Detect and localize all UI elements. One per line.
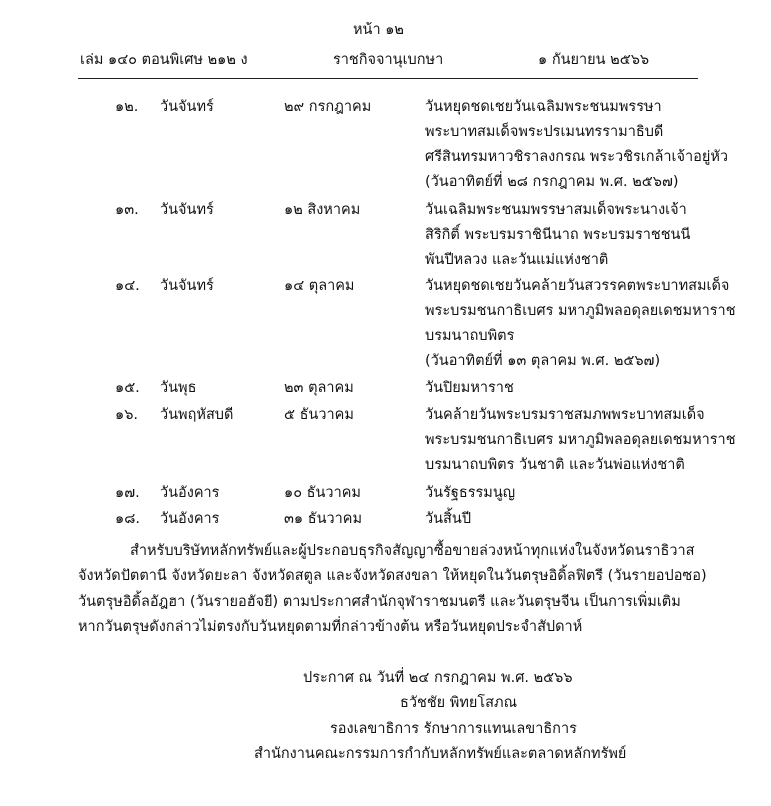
holiday-day: วันจันทร์: [160, 202, 214, 218]
holiday-day: วันอังคาร: [160, 511, 220, 527]
holiday-description-line: วันเฉลิมพระชนมพรรษาสมเด็จพระนางเจ้า: [425, 202, 687, 218]
holiday-description-line: วันสิ้นปี: [425, 511, 472, 527]
holiday-description-line: (วันอาทิตย์ที่ ๑๓ ตุลาคม พ.ศ. ๒๕๖๗): [425, 353, 661, 369]
holiday-description-line: ศรีสินทรมหาวชิราลงกรณ พระวชิรเกล้าเจ้าอยู่หัว: [425, 149, 729, 165]
publication-date: ๑ กันยายน ๒๕๖๖: [538, 52, 650, 68]
signatory-name: ธวัชชัย พิทยโสภณ: [400, 695, 518, 711]
issuing-office: สำนักงานคณะกรรมการกำกับหลักทรัพย์และตลาดหลักทรัพย์: [254, 746, 627, 762]
holiday-description-line: วันหยุดชดเชยวันเฉลิมพระชนมพรรษา: [425, 99, 662, 115]
holiday-number: ๑๔.: [115, 278, 140, 294]
holiday-number: ๑๕.: [115, 380, 140, 396]
holiday-description-line: วันรัฐธรรมนูญ: [425, 485, 516, 501]
holiday-date: ๒๙ กรกฎาคม: [284, 99, 372, 115]
holiday-description-line: บรมนาถบพิตร วันชาติ และวันพ่อแห่งชาติ: [425, 457, 685, 473]
paragraph-line: สำหรับบริษัทหลักทรัพย์และผู้ประกอบธุรกิจสัญญาซื้อขายล่วงหน้าทุกแห่งในจังหวัดนราธิวาส: [130, 543, 695, 559]
volume-info: เล่ม ๑๔๐ ตอนพิเศษ ๒๑๒ ง: [80, 52, 248, 68]
holiday-number: ๑๖.: [115, 407, 139, 423]
holiday-description-line: วันปิยมหาราช: [425, 380, 514, 396]
paragraph-line: จังหวัดปัตตานี จังหวัดยะลา จังหวัดสตูล และจังหวัดสงขลา ให้หยุดในวันตรุษอิดิ้ลฟิตรี (วันรายอปอซอ): [78, 568, 707, 584]
holiday-description-line: สิริกิติ์ พระบรมราชินีนาถ พระบรมราชชนนี: [425, 227, 691, 243]
holiday-description-line: พระบาทสมเด็จพระปรเมนทรรามาธิบดี: [425, 124, 664, 140]
holiday-description-line: พันปีหลวง และวันแม่แห่งชาติ: [425, 252, 609, 268]
header-divider: [78, 78, 698, 79]
holiday-description-line: บรมนาถบพิตร: [425, 328, 515, 344]
holiday-number: ๑๘.: [115, 511, 140, 527]
announcement-date: ประกาศ ณ วันที่ ๒๔ กรกฎาคม พ.ศ. ๒๕๖๖: [303, 670, 573, 686]
signatory-position: รองเลขาธิการ รักษาการแทนเลขาธิการ: [330, 721, 577, 737]
paragraph-line: วันตรุษอิดิ้ลอัฎฮา (วันรายอฮัจยี) ตามประกาศสำนักจุฬาราชมนตรี และวันตรุษจีน เป็นการเพิ่มเติม: [78, 594, 681, 610]
holiday-number: ๑๗.: [115, 485, 140, 501]
holiday-day: วันพฤหัสบดี: [160, 407, 234, 423]
holiday-day: วันอังคาร: [160, 485, 220, 501]
holiday-number: ๑๓.: [115, 202, 139, 218]
holiday-date: ๑๔ ตุลาคม: [284, 278, 355, 294]
holiday-number: ๑๒.: [115, 99, 139, 115]
holiday-day: วันพุธ: [160, 380, 197, 396]
holiday-date: ๑๒ สิงหาคม: [284, 202, 361, 218]
holiday-description-line: พระบรมชนกาธิเบศร มหาภูมิพลอดุลยเดชมหาราช: [425, 432, 736, 448]
gazette-title: ราชกิจจานุเบกษา: [333, 52, 444, 68]
holiday-date: ๒๓ ตุลาคม: [284, 380, 354, 396]
holiday-date: ๓๑ ธันวาคม: [284, 511, 363, 527]
holiday-description-line: พระบรมชนกาธิเบศร มหาภูมิพลอดุลยเดชมหาราช: [425, 303, 736, 319]
paragraph-line: หากวันตรุษดังกล่าวไม่ตรงกับวันหยุดตามที่กล่าวข้างต้น หรือวันหยุดประจำสัปดาห์: [78, 619, 583, 635]
holiday-description-line: (วันอาทิตย์ที่ ๒๘ กรกฎาคม พ.ศ. ๒๕๖๗): [425, 174, 679, 190]
holiday-day: วันจันทร์: [160, 99, 214, 115]
holiday-date: ๑๐ ธันวาคม: [284, 485, 361, 501]
holiday-date: ๕ ธันวาคม: [284, 407, 354, 423]
holiday-day: วันจันทร์: [160, 278, 214, 294]
holiday-description-line: วันหยุดชดเชยวันคล้ายวันสวรรคตพระบาทสมเด็จ: [425, 278, 730, 294]
holiday-description-line: วันคล้ายวันพระบรมราชสมภพพระบาทสมเด็จ: [425, 407, 705, 423]
page-number: หน้า ๑๒: [353, 22, 404, 38]
